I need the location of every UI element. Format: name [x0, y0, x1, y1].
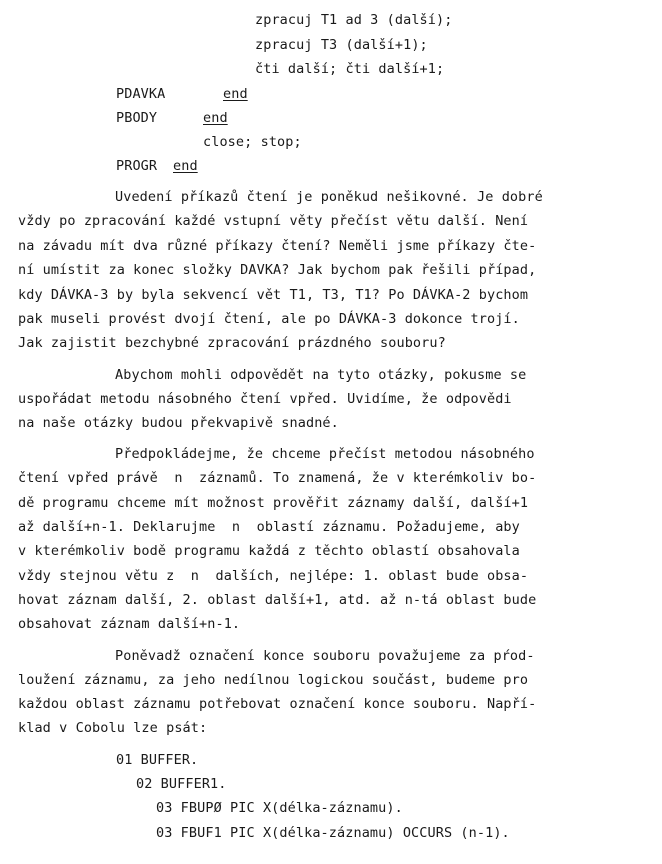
paragraph-line: loužení záznamu, za jeho nedílnou logickou součást, budeme pro: [18, 672, 529, 688]
progr-end: end: [173, 158, 198, 174]
paragraph-line: vždy stejnou větu z n dalších, nejlépe: 1. oblast bude obsa-: [18, 568, 529, 584]
paragraph-line: Poněvadž označení konce souboru považujeme za pŕod-: [115, 648, 535, 664]
paragraph-line: obsahovat záznam další+n-1.: [18, 616, 241, 632]
cobol-line: 01 BUFFER.: [116, 752, 199, 768]
pdavka-label: PDAVKA: [116, 86, 166, 102]
paragraph-line: Předpokládejme, že chceme přečíst metodou násobného: [115, 446, 535, 462]
paragraph-line: dě programu chceme mít možnost prověřit záznamy další, další+1: [18, 495, 529, 511]
paragraph-line: na naše otázky budou překvapivě snadné.: [18, 415, 339, 431]
paragraph-line: ní umístit za konec složky DAVKA? Jak bychom pak řešili případ,: [18, 262, 537, 278]
paragraph-line: každou oblast záznamu potřebovat označení konce souboru. Napří-: [18, 696, 537, 712]
pdavka-end: end: [223, 86, 248, 102]
paragraph-line: vždy po zpracování každé vstupní věty přečíst větu další. Není: [18, 213, 529, 229]
pbody-label: PBODY: [116, 110, 158, 126]
code-line: čti další; čti další+1;: [255, 61, 445, 77]
code-line: zpracuj T3 (další+1);: [255, 37, 428, 53]
paragraph-line: Jak zajistit bezchybné zpracování prázdného souboru?: [18, 335, 446, 351]
progr-label: PROGR: [116, 158, 158, 174]
cobol-line: 03 FBUPØ PIC X(délka-záznamu).: [156, 800, 403, 816]
paragraph-line: klad v Cobolu lze psát:: [18, 720, 208, 736]
paragraph-line: čtení vpřed právě n záznamů. To znamená, že v kterémkoliv bo-: [18, 470, 537, 486]
paragraph-line: na závadu mít dva různé příkazy čtení? Neměli jsme příkazy čte-: [18, 238, 537, 254]
paragraph-line: v kterémkoliv bodě programu každá z těchto oblastí obsahovala: [18, 543, 520, 559]
paragraph-line: hovat záznam další, 2. oblast další+1, atd. až n-tá oblast bude: [18, 592, 537, 608]
close-stop-line: close; stop;: [203, 134, 302, 150]
paragraph-line: Abychom mohli odpovědět na tyto otázky, pokusme se: [115, 367, 527, 383]
cobol-line: 03 FBUF1 PIC X(délka-záznamu) OCCURS (n-1).: [156, 825, 510, 841]
paragraph-line: uspořádat metodu násobného čtení vpřed. Uvidíme, že odpovědi: [18, 391, 512, 407]
paragraph-line: kdy DÁVKA-3 by byla sekvencí vět T1, T3, T1? Po DÁVKA-2 bychom: [18, 287, 529, 303]
paragraph-line: pak museli provést dvojí čtení, ale po DÁVKA-3 dokonce trojí.: [18, 311, 520, 327]
paragraph-line: Uvedení příkazů čtení je poněkud nešikovné. Je dobré: [115, 189, 543, 205]
code-line: zpracuj T1 ad 3 (další);: [255, 12, 453, 28]
cobol-line: 02 BUFFER1.: [136, 776, 227, 792]
paragraph-line: až další+n-1. Deklarujme n oblastí záznamu. Požadujeme, aby: [18, 519, 520, 535]
pbody-end: end: [203, 110, 228, 126]
